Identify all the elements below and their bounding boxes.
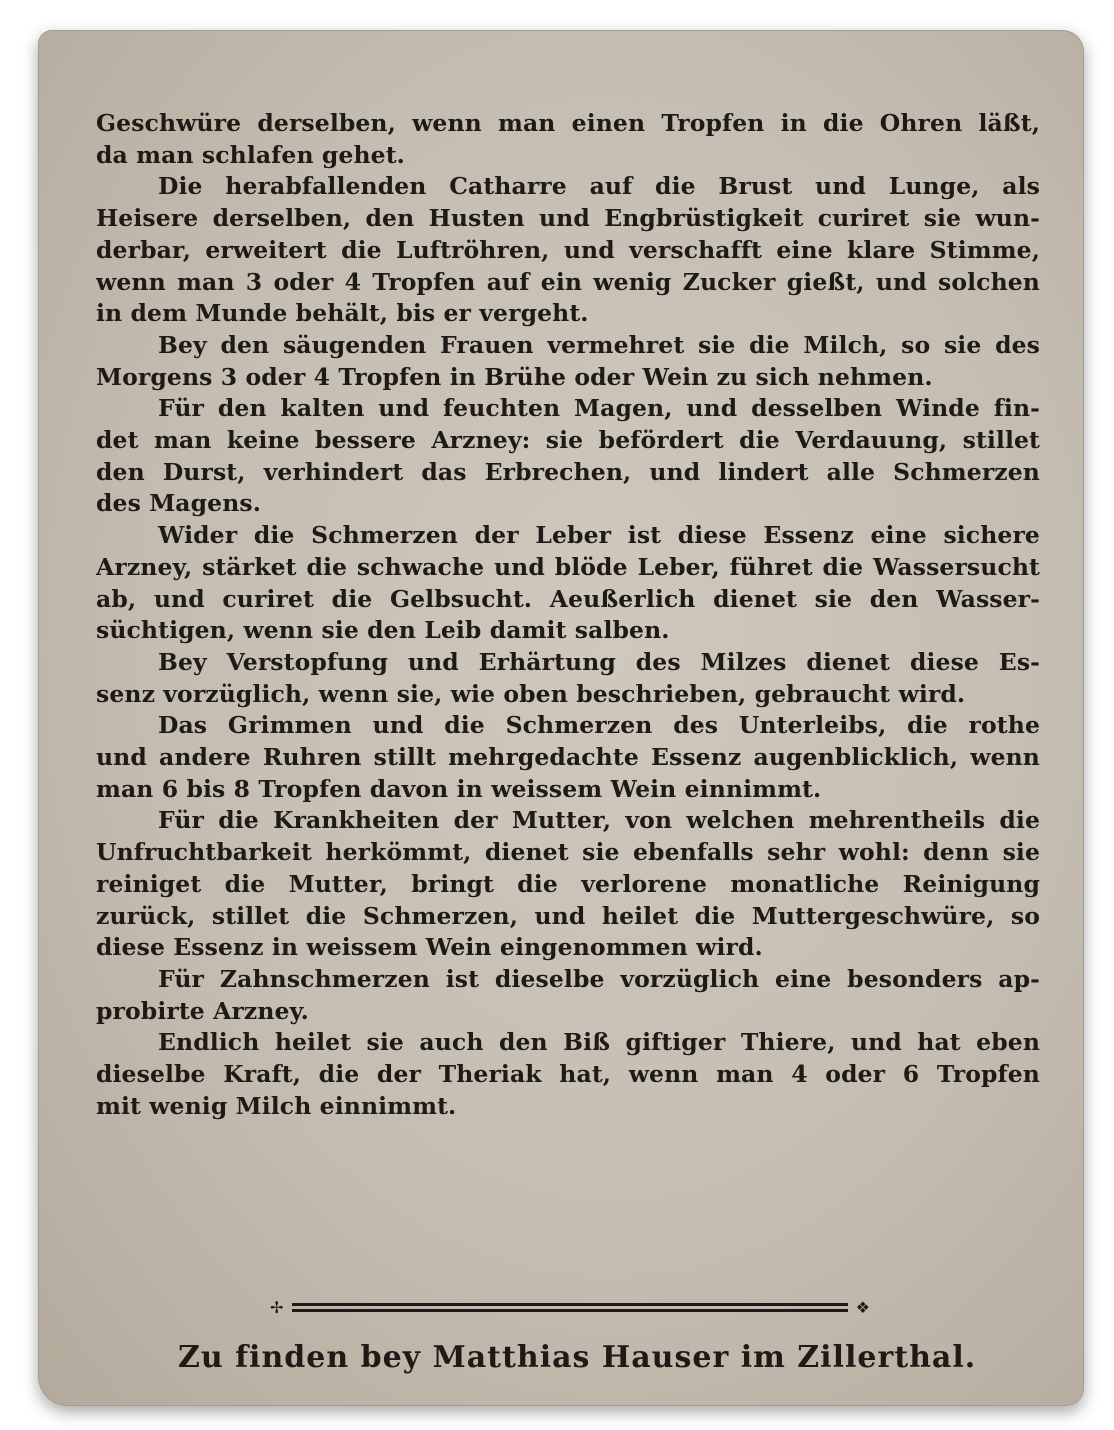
text-line: Das Grimmen und die Schmerzen des Unterleibs, die rothe bbox=[158, 711, 1040, 740]
text-line: Unfruchtbarkeit herkömmt, dienet sie ebenfalls sehr wohl: denn sie bbox=[96, 838, 1040, 867]
text-line: dieselbe Kraft, die der Theriak hat, wenn man 4 oder 6 Tropfen bbox=[96, 1060, 1040, 1089]
text-line: Für Zahnschmerzen ist dieselbe vorzüglich eine besonders ap- bbox=[158, 964, 1040, 993]
document-body bbox=[96, 108, 1040, 1123]
text-line: zurück, stillet die Schmerzen, und heilet die Muttergeschwüre, so bbox=[96, 901, 1040, 930]
text-line: man 6 bis 8 Tropfen davon in weissem Wein einnimmt. bbox=[96, 774, 822, 803]
text-line: wenn man 3 oder 4 Tropfen auf ein wenig Zucker gießt, und solchen bbox=[96, 267, 1040, 296]
text-line: Geschwüre derselben, wenn man einen Tropfen in die Ohren läßt, bbox=[96, 109, 1040, 137]
ornament-left-icon: ✢ bbox=[270, 1298, 284, 1317]
text-line: ab, und curiret die Gelbsucht. Aeußerlich dienet sie den Wasser- bbox=[96, 584, 1040, 613]
rule-line-bottom bbox=[292, 1309, 848, 1312]
text-line: Morgens 3 oder 4 Tropfen in Brühe oder Wein zu sich nehmen. bbox=[96, 362, 933, 391]
text-line: Endlich heilet sie auch den Biß giftiger Thiere, und hat eben bbox=[158, 1028, 1040, 1057]
text-line: des Magens. bbox=[96, 489, 262, 518]
text-line: Für die Krankheiten der Mutter, von welchen mehrentheils die bbox=[158, 806, 1040, 835]
text-line: det man keine bessere Arzney: sie befördert die Verdauung, stillet bbox=[96, 426, 1040, 455]
text-line: süchtigen, wenn sie den Leib damit salben. bbox=[96, 616, 670, 645]
text-line: Heisere derselben, den Husten und Engbrüstigkeit curiret sie wun- bbox=[96, 204, 1040, 233]
rule-line-top bbox=[292, 1303, 848, 1306]
text-line: Arzney, stärket die schwache und blöde Leber, führet die Wassersucht bbox=[96, 552, 1040, 581]
text-line: probirte Arzney. bbox=[96, 996, 309, 1025]
text-line: derbar, erweitert die Luftröhren, und verschafft eine klare Stimme, bbox=[96, 235, 1040, 264]
text-line: Für den kalten und feuchten Magen, und desselben Winde fin- bbox=[158, 394, 1040, 423]
text-line: mit wenig Milch einnimmt. bbox=[96, 1091, 457, 1120]
text-line: den Durst, verhindert das Erbrechen, und lindert alle Schmerzen bbox=[96, 457, 1040, 486]
text-line: in dem Munde behält, bis er vergeht. bbox=[96, 299, 589, 328]
ornament-right-icon: ❖ bbox=[855, 1298, 870, 1317]
text-line: Bey Verstopfung und Erhärtung des Milzes dienet diese Es- bbox=[158, 647, 1040, 676]
text-line: senz vorzüglich, wenn sie, wie oben beschrieben, gebraucht wird. bbox=[96, 679, 966, 708]
text-line: und andere Ruhren stillt mehrgedachte Essenz augenblicklich, wenn bbox=[96, 743, 1040, 772]
text-line: Bey den säugenden Frauen vermehret sie die Milch, so sie des bbox=[158, 330, 1040, 359]
text-line: Die herabfallenden Catharre auf die Brust und Lunge, als bbox=[158, 172, 1040, 201]
text-line: reiniget die Mutter, bringt die verlorene monatliche Reinigung bbox=[96, 869, 1040, 898]
decorative-rule bbox=[270, 1300, 870, 1318]
text-line: da man schlafen gehet. bbox=[96, 140, 405, 169]
text-line: Wider die Schmerzen der Leber ist diese Essenz eine sichere bbox=[158, 521, 1040, 550]
imprint-footer: Zu finden bey Matthias Hauser im Zillerthal. bbox=[178, 1340, 977, 1375]
text-line: diese Essenz in weissem Wein eingenommen wird. bbox=[96, 933, 763, 962]
